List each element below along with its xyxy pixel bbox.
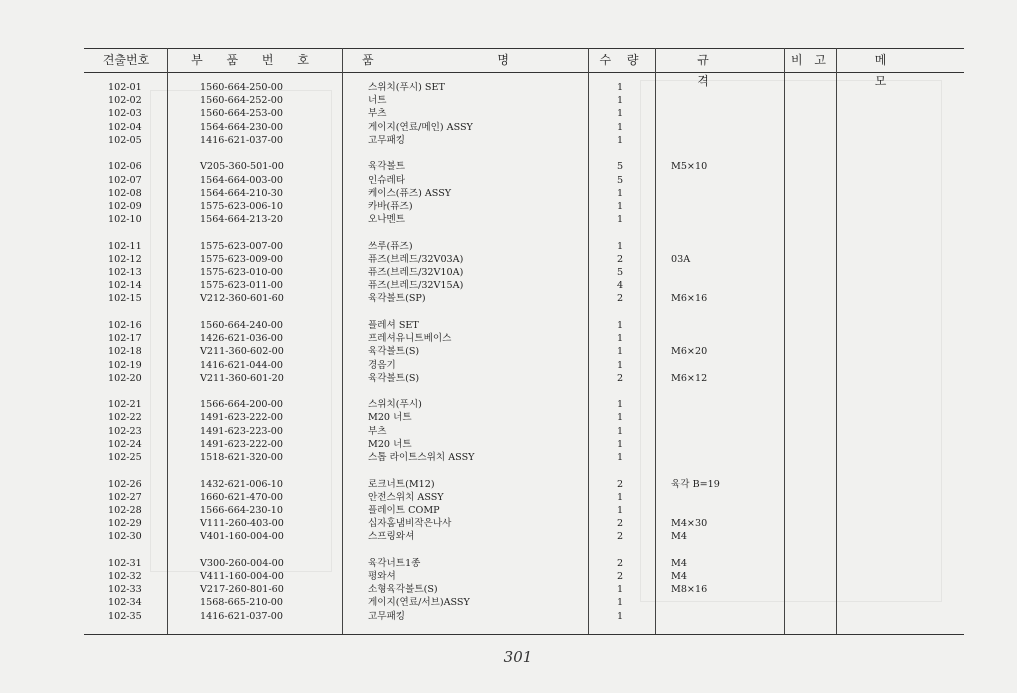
quantity-cell: 2 — [616, 293, 624, 305]
quantity-cell: 1 — [616, 452, 624, 463]
table-row — [0, 359, 1017, 372]
header-part-number: 부 품 번 호 — [191, 53, 319, 67]
quantity-cell: 2 — [616, 478, 624, 490]
index-cell: 102-24 — [108, 438, 142, 450]
part-number-cell: 1432-621-006-10 — [200, 478, 283, 490]
item-name-cell: 케이스(퓨즈) ASSY — [368, 187, 452, 199]
table-row — [0, 107, 1017, 120]
quantity-cell: 1 — [616, 95, 624, 107]
table-row — [0, 332, 1017, 345]
index-cell: 102-07 — [108, 174, 142, 186]
table-row — [0, 491, 1017, 504]
header-memo: 메 모 — [874, 53, 927, 88]
item-name-cell: 육각너트1종 — [368, 557, 421, 569]
table-row — [0, 570, 1017, 583]
item-name-cell: 스톱 라이트스위치 ASSY — [368, 452, 475, 463]
quantity-cell: 2 — [616, 557, 624, 569]
index-cell: 102-13 — [108, 267, 142, 278]
index-cell: 102-09 — [108, 200, 142, 212]
quantity-cell: 1 — [616, 412, 624, 424]
index-cell: 102-33 — [108, 584, 142, 596]
part-number-cell: 1575-623-007-00 — [200, 240, 283, 252]
index-cell: 102-25 — [108, 452, 142, 463]
index-cell: 102-12 — [108, 253, 142, 265]
table-row — [0, 94, 1017, 107]
index-cell: 102-27 — [108, 491, 142, 503]
index-cell: 102-31 — [108, 557, 142, 569]
specification-cell: M4 — [671, 557, 687, 569]
index-cell: 102-20 — [108, 372, 142, 384]
item-name-cell: 육각볼트(S) — [368, 346, 420, 358]
table-row — [0, 504, 1017, 517]
header-bottom-rule — [84, 72, 964, 73]
item-name-cell: 평와셔 — [368, 571, 396, 582]
index-cell: 102-10 — [108, 214, 142, 226]
part-number-cell: 1491-623-223-00 — [200, 425, 283, 437]
table-row — [0, 200, 1017, 213]
quantity-cell: 1 — [616, 425, 624, 437]
index-cell: 102-34 — [108, 597, 142, 609]
table-row — [0, 557, 1017, 570]
item-name-cell: 부츠 — [368, 425, 387, 437]
quantity-cell: 1 — [616, 108, 624, 120]
table-row — [0, 478, 1017, 491]
index-cell: 102-35 — [108, 610, 142, 622]
specification-cell: M4×30 — [671, 518, 708, 530]
table-bottom-rule — [84, 634, 964, 635]
index-cell: 102-01 — [108, 82, 142, 93]
index-cell: 102-14 — [108, 280, 142, 292]
index-cell: 102-22 — [108, 412, 142, 424]
part-number-cell: 1426-621-036-00 — [200, 333, 283, 345]
item-name-cell: 퓨즈(브레드/32V15A) — [368, 280, 464, 292]
part-number-cell: 1416-621-044-00 — [200, 359, 283, 371]
item-name-cell: 쓰루(퓨즈) — [368, 240, 413, 252]
index-cell: 102-16 — [108, 319, 142, 331]
index-cell: 102-03 — [108, 108, 142, 120]
item-name-cell: 부츠 — [368, 108, 387, 120]
table-top-rule — [84, 48, 964, 49]
index-cell: 102-02 — [108, 95, 142, 107]
header-quantity: 수 량 — [599, 53, 645, 67]
quantity-cell: 1 — [616, 491, 624, 503]
index-cell: 102-11 — [108, 240, 142, 252]
item-name-cell: 경음기 — [368, 359, 396, 371]
item-name-cell: 플레셔 SET — [368, 319, 419, 331]
part-number-cell: V411-160-004-00 — [200, 571, 284, 582]
item-name-cell: 육각볼트(SP) — [368, 293, 426, 305]
quantity-cell: 5 — [616, 161, 624, 173]
item-name-cell: 게이지(연료/서브)ASSY — [368, 597, 470, 609]
specification-cell: M6×12 — [671, 372, 708, 384]
table-row — [0, 345, 1017, 358]
part-number-cell: V212-360-601-60 — [200, 293, 284, 305]
header-specification: 규 격 — [697, 53, 743, 88]
specification-cell: 03A — [671, 253, 691, 265]
part-number-cell: 1566-664-230-10 — [200, 504, 283, 516]
item-name-cell: 로크너트(M12) — [368, 478, 435, 490]
quantity-cell: 4 — [616, 280, 624, 292]
item-name-cell: 게이지(연료/메인) ASSY — [368, 121, 473, 133]
table-row — [0, 438, 1017, 451]
table-row — [0, 372, 1017, 385]
part-number-cell: V217-260-801-60 — [200, 584, 284, 596]
table-row — [0, 411, 1017, 424]
table-row — [0, 596, 1017, 609]
table-row — [0, 425, 1017, 438]
index-cell: 102-23 — [108, 425, 142, 437]
item-name-cell: 고무패킹 — [368, 610, 406, 622]
specification-cell: 육각 B=19 — [671, 478, 720, 490]
part-number-cell: 1560-664-250-00 — [200, 82, 283, 93]
index-cell: 102-06 — [108, 161, 142, 173]
table-row — [0, 266, 1017, 279]
quantity-cell: 1 — [616, 82, 624, 93]
index-cell: 102-28 — [108, 504, 142, 516]
item-name-cell: 안전스위치 ASSY — [368, 491, 444, 503]
quantity-cell: 2 — [616, 372, 624, 384]
table-row — [0, 187, 1017, 200]
specification-cell: M8×16 — [671, 584, 708, 596]
table-row — [0, 292, 1017, 305]
specification-cell: M5×10 — [671, 161, 708, 173]
item-name-cell: 인슈레타 — [368, 174, 406, 186]
quantity-cell: 2 — [616, 531, 624, 543]
table-row — [0, 398, 1017, 411]
item-name-cell: M20 너트 — [368, 412, 412, 424]
item-name-cell: 스위치(푸시) SET — [368, 82, 445, 93]
item-name-cell: 너트 — [368, 95, 387, 107]
quantity-cell: 1 — [616, 187, 624, 199]
table-row — [0, 81, 1017, 94]
quantity-cell: 1 — [616, 597, 624, 609]
part-number-cell: V401-160-004-00 — [200, 531, 284, 543]
quantity-cell: 1 — [616, 346, 624, 358]
index-cell: 102-21 — [108, 399, 142, 411]
item-name-cell: 카바(퓨즈) — [368, 200, 413, 212]
quantity-cell: 1 — [616, 399, 624, 411]
table-row — [0, 583, 1017, 596]
part-number-cell: 1575-623-011-00 — [200, 280, 283, 292]
part-number-cell: 1416-621-037-00 — [200, 610, 283, 622]
part-number-cell: V211-360-601-20 — [200, 372, 284, 384]
quantity-cell: 1 — [616, 240, 624, 252]
part-number-cell: 1564-664-003-00 — [200, 174, 283, 186]
part-number-cell: 1564-664-213-20 — [200, 214, 283, 226]
index-cell: 102-32 — [108, 571, 142, 582]
item-name-cell: 프레셔유니트베이스 — [368, 333, 452, 345]
part-number-cell: 1491-623-222-00 — [200, 412, 283, 424]
part-number-cell: 1660-621-470-00 — [200, 491, 283, 503]
quantity-cell: 2 — [616, 571, 624, 582]
part-number-cell: V300-260-004-00 — [200, 557, 284, 569]
index-cell: 102-04 — [108, 121, 142, 133]
index-cell: 102-29 — [108, 518, 142, 530]
index-cell: 102-08 — [108, 187, 142, 199]
part-number-cell: 1491-623-222-00 — [200, 438, 283, 450]
index-cell: 102-18 — [108, 346, 142, 358]
quantity-cell: 2 — [616, 518, 624, 530]
index-cell: 102-17 — [108, 333, 142, 345]
table-row — [0, 517, 1017, 530]
part-number-cell: 1560-664-253-00 — [200, 108, 283, 120]
part-number-cell: 1416-621-037-00 — [200, 134, 283, 146]
part-number-cell: V211-360-602-00 — [200, 346, 284, 358]
part-number-cell: 1560-664-240-00 — [200, 319, 283, 331]
item-name-cell: 스프링와셔 — [368, 531, 415, 543]
part-number-cell: 1575-623-006-10 — [200, 200, 283, 212]
item-name-cell: 스위치(푸시) — [368, 399, 422, 411]
quantity-cell: 1 — [616, 584, 624, 596]
specification-cell: M4 — [671, 531, 687, 543]
index-cell: 102-15 — [108, 293, 142, 305]
index-cell: 102-05 — [108, 134, 142, 146]
table-row — [0, 134, 1017, 147]
part-number-cell: 1575-623-010-00 — [200, 267, 283, 278]
quantity-cell: 1 — [616, 319, 624, 331]
item-name-cell: 퓨즈(브레드/32V10A) — [368, 267, 464, 278]
quantity-cell: 2 — [616, 253, 624, 265]
table-row — [0, 610, 1017, 623]
table-row — [0, 213, 1017, 226]
item-name-cell: 육각볼트(S) — [368, 372, 420, 384]
part-number-cell: 1560-664-252-00 — [200, 95, 283, 107]
specification-cell: M6×20 — [671, 346, 708, 358]
item-name-cell: 오나멘트 — [368, 214, 406, 226]
quantity-cell: 5 — [616, 174, 624, 186]
quantity-cell: 5 — [616, 267, 624, 278]
item-name-cell: 십자홈냄비작은나사 — [368, 518, 452, 530]
part-number-cell: 1568-665-210-00 — [200, 597, 283, 609]
table-row — [0, 174, 1017, 187]
quantity-cell: 1 — [616, 504, 624, 516]
part-number-cell: 1566-664-200-00 — [200, 399, 283, 411]
quantity-cell: 1 — [616, 200, 624, 212]
table-row — [0, 319, 1017, 332]
quantity-cell: 1 — [616, 121, 624, 133]
quantity-cell: 1 — [616, 214, 624, 226]
item-name-cell: 플레이트 COMP — [368, 504, 440, 516]
table-row — [0, 451, 1017, 464]
item-name-cell: 퓨즈(브레드/32V03A) — [368, 253, 464, 265]
quantity-cell: 1 — [616, 610, 624, 622]
table-row — [0, 279, 1017, 292]
table-row — [0, 240, 1017, 253]
specification-cell: M6×16 — [671, 293, 708, 305]
item-name-cell: M20 너트 — [368, 438, 412, 450]
table-row — [0, 253, 1017, 266]
quantity-cell: 1 — [616, 134, 624, 146]
item-name-cell: 고무패킹 — [368, 134, 406, 146]
part-number-cell: 1564-664-230-00 — [200, 121, 283, 133]
page-number: 301 — [503, 648, 533, 666]
part-number-cell: 1518-621-320-00 — [200, 452, 283, 463]
header-remarks: 비 고 — [791, 53, 830, 67]
index-cell: 102-19 — [108, 359, 142, 371]
quantity-cell: 1 — [616, 333, 624, 345]
index-cell: 102-30 — [108, 531, 142, 543]
part-number-cell: 1575-623-009-00 — [200, 253, 283, 265]
item-name-cell: 소형육각볼트(S) — [368, 584, 438, 596]
table-row — [0, 121, 1017, 134]
quantity-cell: 1 — [616, 359, 624, 371]
part-number-cell: V205-360-501-00 — [200, 161, 284, 173]
quantity-cell: 1 — [616, 438, 624, 450]
index-cell: 102-26 — [108, 478, 142, 490]
header-item-name: 품 명 — [362, 53, 569, 67]
item-name-cell: 육각볼트 — [368, 161, 406, 173]
specification-cell: M4 — [671, 571, 687, 582]
header-index: 견출번호 — [102, 53, 150, 67]
part-number-cell: 1564-664-210-30 — [200, 187, 283, 199]
table-row — [0, 160, 1017, 173]
table-row — [0, 530, 1017, 543]
part-number-cell: V111-260-403-00 — [200, 518, 284, 530]
